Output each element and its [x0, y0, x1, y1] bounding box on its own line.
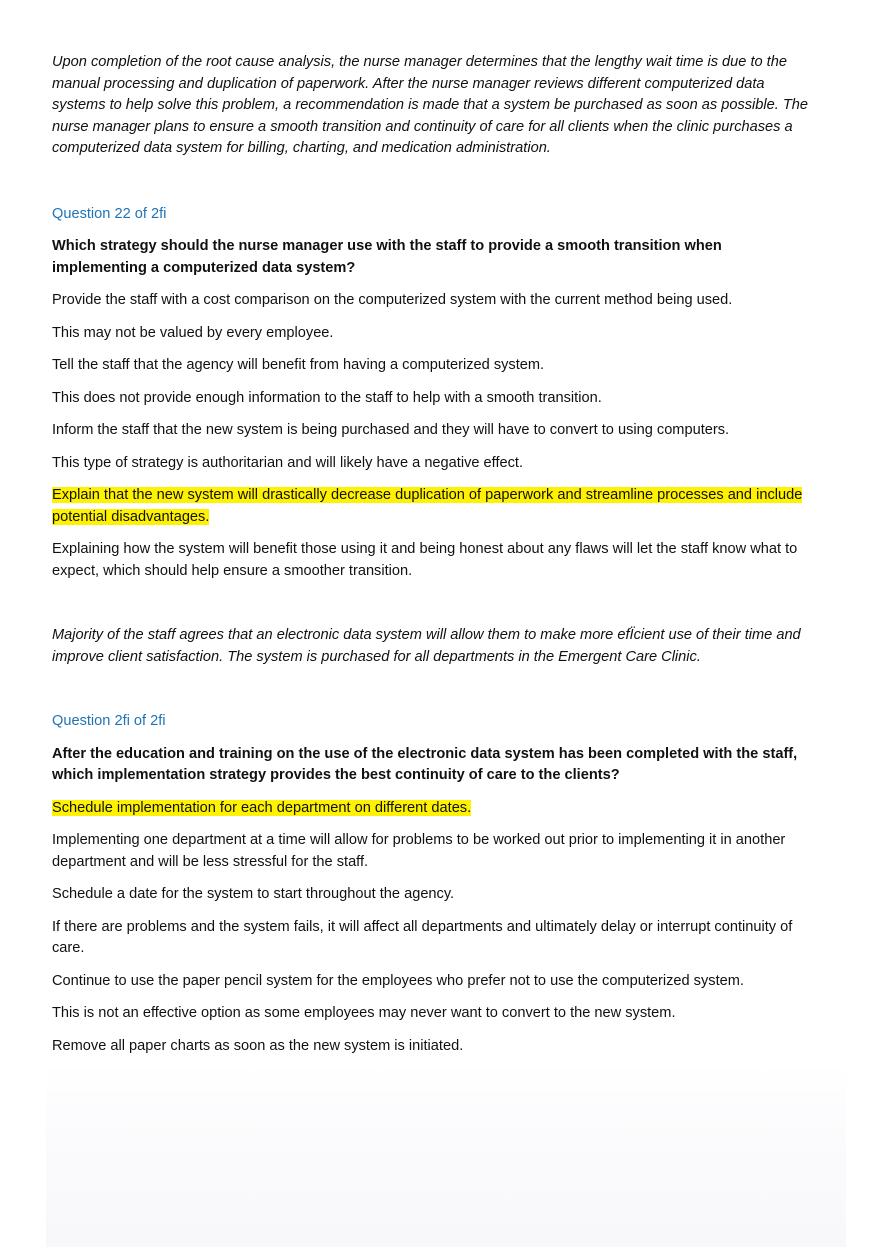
rationale-text: If there are problems and the system fails, it will affect all departments and ultimately delay or interrupt continuity of care. — [52, 918, 793, 956]
question-22-rationale-1 — [52, 323, 820, 345]
question-23-rationale-3 — [52, 1003, 820, 1025]
option-text: Schedule a date for the system to start throughout the agency. — [52, 886, 455, 902]
question-23-option-1-correct — [52, 798, 820, 820]
rationale-text: Explaining how the system will benefit those using it and being honest about any flaws will let the staff know what to expect, which should help ensure a smoother transition. — [52, 541, 798, 579]
question-22-text: Which strategy should the nurse manager use with the staff to provide a smooth transition when implementing a computerized data system? — [52, 238, 722, 276]
question-22-option-3 — [52, 420, 820, 442]
option-text: Tell the staff that the agency will benefit from having a computerized system. — [52, 357, 545, 373]
highlighted-answer: Explain that the new system will drastically decrease duplication of paperwork and streamline processes and include potential disadvantages. — [52, 487, 803, 525]
question-23-option-3 — [52, 971, 820, 993]
question-22-rationale-4 — [52, 539, 820, 582]
option-text: Continue to use the paper pencil system for the employees who prefer not to use the computerized system. — [52, 972, 744, 989]
rationale-text: This does not provide enough information to the staff to help with a smooth transition. — [52, 389, 602, 406]
scenario-paragraph-2: Majority of the staff agrees that an electronic data system will allow them to make more efÏcient use of their time and improve client satisfaction. The system is purchased for all departments in the Emergent Care Clinic. — [52, 627, 801, 665]
question-23-text: After the education and training on the use of the electronic data system has been completed with the staff, which implementation strategy provides the best continuity of care to the clients? — [52, 745, 798, 783]
option-text: Inform the staff that the new system is being purchased and they will have to convert to using computers. — [52, 422, 730, 438]
question-22-option-4-correct — [52, 485, 820, 528]
option-text: Provide the staff with a cost comparison on the computerized system with the current method being used. — [52, 292, 733, 308]
question-22-rationale-3 — [52, 453, 820, 475]
question-22-number: Question 22 of 2ﬁ — [52, 205, 167, 222]
question-23-number: Question 2ﬁ of 2ﬁ — [52, 713, 166, 729]
highlighted-answer: Schedule implementation for each department on different dates. — [52, 799, 472, 816]
question-22-option-1 — [52, 290, 820, 312]
question-22-option-2 — [52, 355, 820, 377]
question-23-option-2 — [52, 884, 820, 906]
scenario-paragraph-1: Upon completion of the root cause analysis, the nurse manager determines that the lengthy wait time is due to the manual processing and duplication of paperwork. After the nurse manager reviews different computerized data systems to help solve this problem, a recommendation is made that a system be purchased as soon as possible. The nurse manager plans to ensure a smooth transition and continuity of care for all clients when the clinic purchases a computerized data system for billing, charting, and medication administration. — [52, 54, 809, 156]
question-23-option-4 — [52, 1036, 820, 1058]
question-23-rationale-1 — [52, 830, 820, 873]
rationale-text: This may not be valued by every employee. — [52, 324, 334, 341]
rationale-text: This type of strategy is authoritarian and will likely have a negative effect. — [52, 454, 524, 471]
option-text: Remove all paper charts as soon as the new system is initiated. — [52, 1037, 464, 1054]
question-23-rationale-2 — [52, 917, 820, 960]
rationale-text: This is not an effective option as some employees may never want to convert to the new system. — [52, 1005, 676, 1021]
rationale-text: Implementing one department at a time will allow for problems to be worked out prior to implementing it in another department and will be less stressful for the staff. — [52, 832, 786, 870]
question-22-rationale-2 — [52, 388, 820, 410]
